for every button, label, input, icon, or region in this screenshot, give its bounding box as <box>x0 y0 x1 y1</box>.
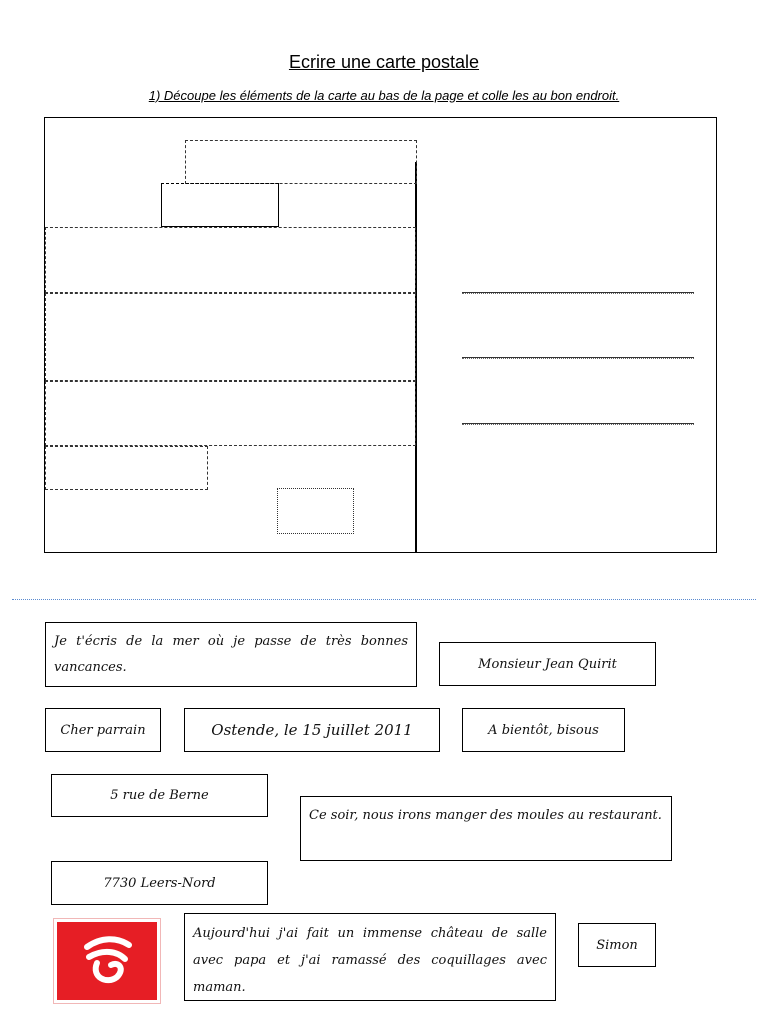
piece-recipient-name[interactable]: Monsieur Jean Quirit <box>439 642 656 686</box>
piece-city[interactable]: 7730 Leers-Nord <box>51 861 268 905</box>
piece-signature[interactable]: Simon <box>578 923 656 967</box>
piece-closing[interactable]: A bientôt, bisous <box>462 708 625 752</box>
slot-message-3 <box>45 381 416 446</box>
address-line-2 <box>462 357 694 359</box>
stamp-image[interactable] <box>57 922 157 1000</box>
piece-message-sea[interactable]: Je t'écris de la mer où je passe de très bonnes vancances. <box>45 622 417 687</box>
slot-closing <box>45 446 208 490</box>
piece-message-tonight[interactable]: Ce soir, nous irons manger des moules au restaurant. <box>300 796 672 861</box>
page-title: Ecrire une carte postale <box>288 52 480 72</box>
piece-message-today[interactable]: Aujourd'hui j'ai fait un immense château de salle avec papa et j'ai ramassé des coquillages avec maman. <box>184 913 556 1001</box>
piece-street[interactable]: 5 rue de Berne <box>51 774 268 817</box>
slot-signature <box>277 488 354 534</box>
postal-horn-icon <box>77 933 137 989</box>
address-line-3 <box>462 423 694 425</box>
instruction-text: 1) Découpe les éléments de la carte au bas de la page et colle les au bon endroit. <box>148 88 620 103</box>
piece-place-date[interactable]: Ostende, le 15 juillet 2011 <box>184 708 440 752</box>
slot-message-2 <box>45 293 416 381</box>
slot-greeting <box>161 183 279 227</box>
slot-place-date <box>185 140 417 184</box>
piece-greeting[interactable]: Cher parrain <box>45 708 161 752</box>
slot-message-1 <box>45 227 416 293</box>
address-line-1 <box>462 292 694 294</box>
cut-line <box>12 599 756 600</box>
